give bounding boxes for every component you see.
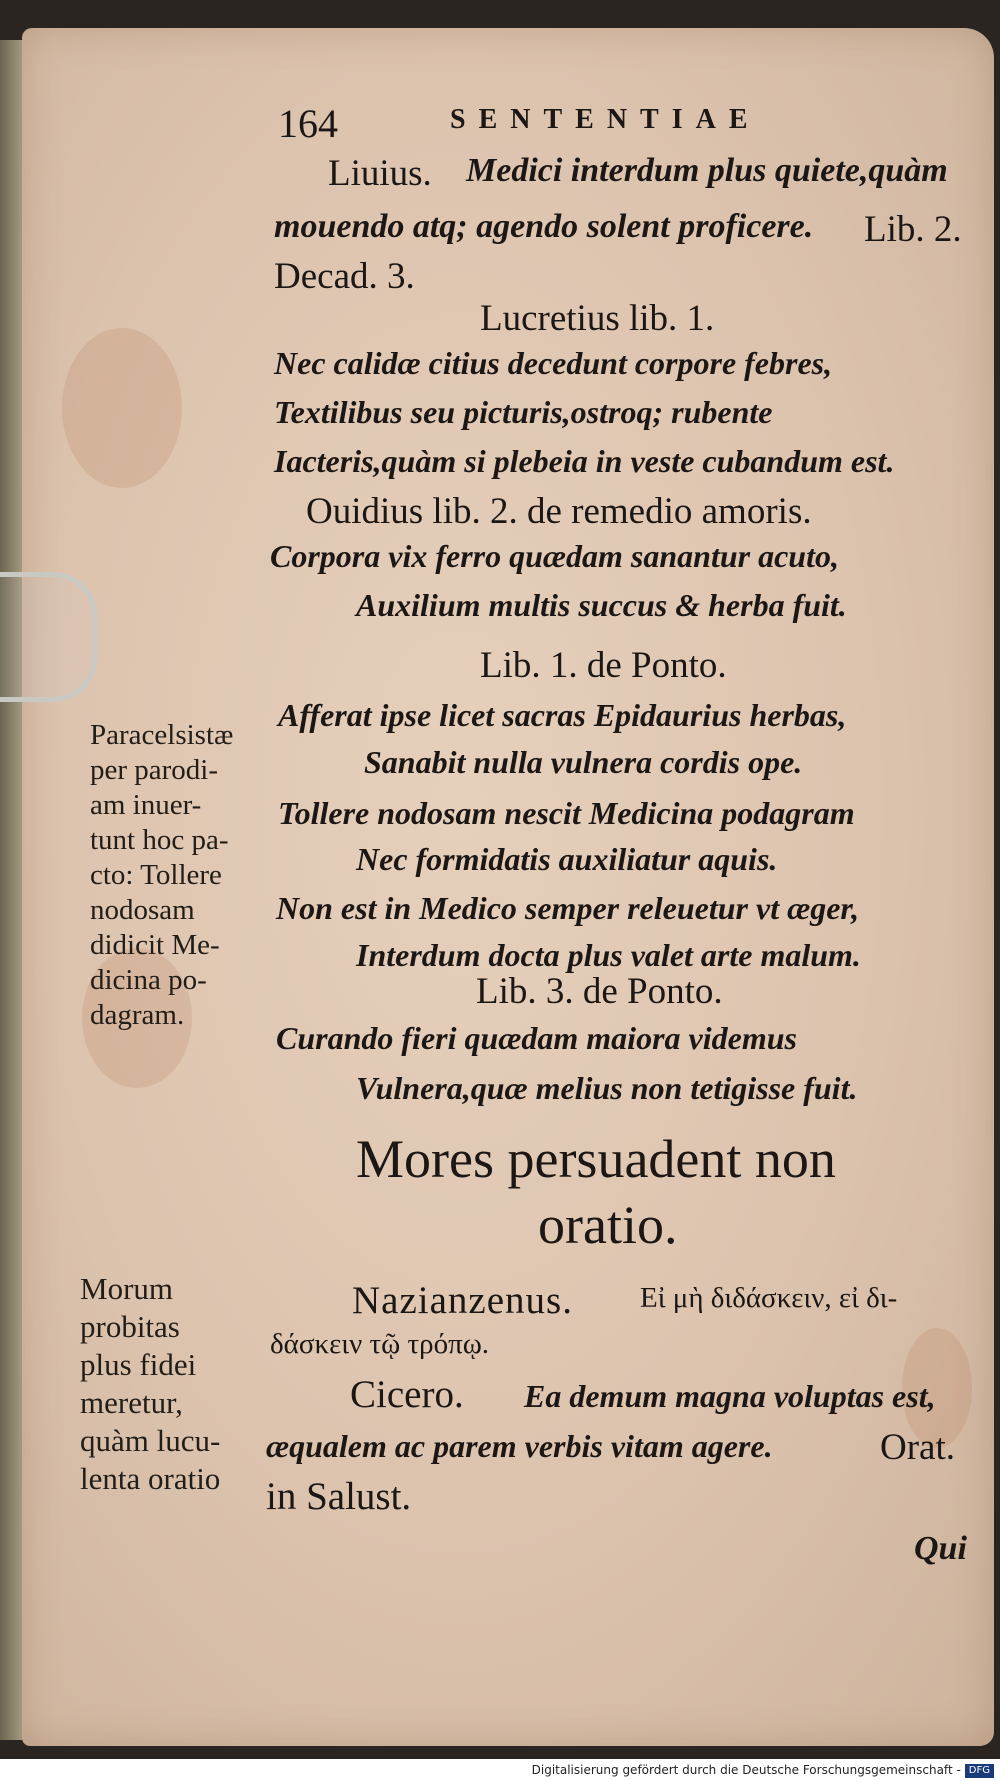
paper-stain xyxy=(62,328,182,488)
verse-line: Iacteris,quàm si plebeia in veste cubandum est. xyxy=(274,443,895,479)
margin-note-line: cto: Tollere xyxy=(90,859,222,891)
margin-note-line: meretur, xyxy=(80,1385,183,1420)
digitization-footer xyxy=(0,1759,1000,1781)
margin-note-line: probitas xyxy=(80,1309,180,1344)
author-nazianzenus: Nazianzenus. xyxy=(352,1279,573,1322)
margin-note-line: nodosam xyxy=(90,894,195,926)
chapter-heading: Mores persuadent non xyxy=(356,1129,836,1189)
catchword: Qui xyxy=(914,1530,967,1567)
margin-note-line: dicina po- xyxy=(90,964,207,996)
citation: Orat. xyxy=(880,1427,955,1468)
author-cicero: Cicero. xyxy=(350,1373,464,1416)
citation: in Salust. xyxy=(266,1475,412,1518)
verse-line: Non est in Medico semper releuetur vt æger, xyxy=(276,890,860,926)
quote-line: mouendo atq; agendo solent proficere. xyxy=(274,208,814,245)
margin-note-line: plus fidei xyxy=(80,1347,197,1382)
margin-note-line: lenta oratio xyxy=(80,1461,221,1496)
verse-line: Auxilium multis succus & herba fuit. xyxy=(356,587,847,623)
quote-line: Ea demum magna voluptas est, xyxy=(524,1378,936,1414)
margin-note-line: didicit Me- xyxy=(90,929,220,961)
section-heading: Ouidius lib. 2. de remedio amoris. xyxy=(306,491,812,532)
section-heading: Lucretius lib. 1. xyxy=(480,298,715,339)
verse-line: Nec calidæ citius decedunt corpore febres, xyxy=(274,345,833,381)
chapter-heading: oratio. xyxy=(538,1195,678,1255)
margin-note-paracelsistae xyxy=(90,718,233,1033)
page-number: 164 xyxy=(278,101,338,146)
quote-line: Medici interdum plus quiete,quàm xyxy=(466,152,948,189)
greek-line: Εἰ μὴ διδάσκειν, εἰ δι- xyxy=(640,1282,898,1314)
greek-line: δάσκειν τῷ τρόπῳ. xyxy=(270,1328,490,1360)
margin-note-line: Morum xyxy=(80,1271,173,1306)
book-clasp xyxy=(0,572,97,702)
running-head: SENTENTIAE xyxy=(450,104,761,135)
margin-note-line: am inuer- xyxy=(90,789,202,821)
verse-line: Textilibus seu picturis,ostroq; rubente xyxy=(274,394,773,430)
section-heading: Lib. 3. de Ponto. xyxy=(476,971,723,1012)
margin-note-morum xyxy=(80,1270,220,1498)
dfg-logo: DFG xyxy=(965,1764,994,1778)
verse-line: Nec formidatis auxiliatur aquis. xyxy=(356,841,778,877)
citation: Lib. 2. xyxy=(864,209,962,250)
verse-line: Afferat ipse licet sacras Epidaurius herbas, xyxy=(278,697,847,733)
section-heading: Lib. 1. de Ponto. xyxy=(480,645,727,686)
margin-note-line: Paracelsistæ xyxy=(90,719,234,751)
margin-note-line: dagram. xyxy=(90,999,185,1031)
verse-line: Interdum docta plus valet arte malum. xyxy=(356,937,861,973)
margin-note-line: per parodi- xyxy=(90,754,219,786)
footer-text: Digitalisierung gefördert durch die Deutsche Forschungsgemeinschaft - xyxy=(531,1763,961,1777)
verse-line: Curando fieri quædam maiora videmus xyxy=(276,1020,797,1056)
margin-note-line: tunt hoc pa- xyxy=(90,824,229,856)
quote-line: æqualem ac parem verbis vitam agere. xyxy=(266,1428,773,1464)
verse-line: Vulnera,quæ melius non tetigisse fuit. xyxy=(356,1070,858,1106)
margin-note-line: quàm lucu- xyxy=(80,1423,221,1458)
verse-line: Sanabit nulla vulnera cordis ope. xyxy=(364,744,803,780)
verse-line: Corpora vix ferro quædam sanantur acuto, xyxy=(270,538,839,574)
citation: Decad. 3. xyxy=(274,256,415,297)
author-livius: Liuius. xyxy=(328,153,432,194)
verse-line: Tollere nodosam nescit Medicina podagram xyxy=(278,795,855,831)
